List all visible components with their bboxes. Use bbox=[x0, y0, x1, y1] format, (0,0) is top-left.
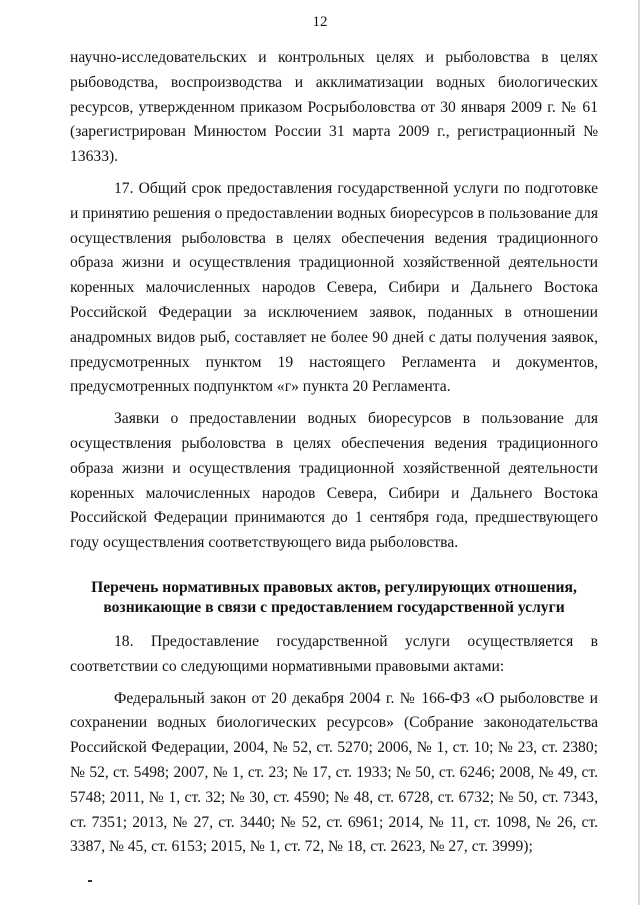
paragraph-continuation: научно-исследовательских и контрольных целях и рыболовства в целях рыбоводства, воспроизводства и акклиматизации водных биологических ресурсов, утвержденном приказом Росрыболовства от 30 января 2009 г. № 61 (зарегистрирован Минюстом России 31 марта 2009 г., регистрационный № 13633). bbox=[70, 49, 598, 166]
paragraph-federal-law: Федеральный закон от 20 декабря 2004 г. № 166-ФЗ «О рыболовстве и сохранении водных биологических ресурсов» (Собрание законодательства Российской Федерации, 2004, № 52, ст. 5270; 2006, № 1, ст. 10; № 23, ст. 2380; № 52, ст. 5498; 2007, № 1, ст. 23; № 17, ст. 1933; № 50, ст. 6246; 2008, № 49, ст. 5748; 2011, № 1, ст. 32; № 30, ст. 4590; № 48, ст. 6728, ст. 6732; № 50, ст. 7343, ст. 7351; 2013, № 27, ст. 3440; № 52, ст. 6961; 2014, № 11, ст. 1098, № 26, ст. 3387, № 45, ст. 6153; 2015, № 1, ст. 72, № 18, ст. 2623, № 27, ст. 3999); bbox=[70, 689, 598, 856]
section-heading-line-2: возникающие в связи с предоставлением государственной услуги bbox=[103, 598, 565, 616]
paragraph-18: 18. Предоставление государственной услуги осуществляется в соответствии со следующими нормативными правовыми актами: bbox=[70, 632, 598, 675]
section-heading bbox=[70, 578, 598, 618]
paragraph-applications: Заявки о предоставлении водных биоресурсов в пользование для осуществления рыболовства в целях обеспечения ведения традиционного образа жизни и осуществления традиционной хозяйственной деятельности коренных малочисленных народов Севера, Сибири и Дальнего Востока Российской Федерации принимаются до 1 сентября года, предшествующего году осуществления соответствующего вида рыболовства. bbox=[70, 410, 598, 552]
scan-speck bbox=[88, 880, 92, 882]
paragraph-17: 17. Общий срок предоставления государственной услуги по подготовке и принятию решения о предоставлении водных биоресурсов в пользование для осуществления рыболовства в целях обеспечения ведения традиционного образа жизни и осуществления традиционной хозяйственной деятельности коренных малочисленных народов Севера, Сибири и Дальнего Востока Российской Федерации за исключением заявок, поданных в отношении анадромных видов рыб, составляет не более 90 дней с даты получения заявок, предусмотренных пунктом 19 настоящего Регламента и документов, предусмотренных подпунктом «г» пункта 20 Регламента. bbox=[70, 179, 598, 396]
document-body bbox=[70, 46, 598, 860]
page-number: 12 bbox=[312, 14, 328, 30]
section-heading-line-1: Перечень нормативных правовых актов, регулирующих отношения, bbox=[91, 578, 577, 596]
